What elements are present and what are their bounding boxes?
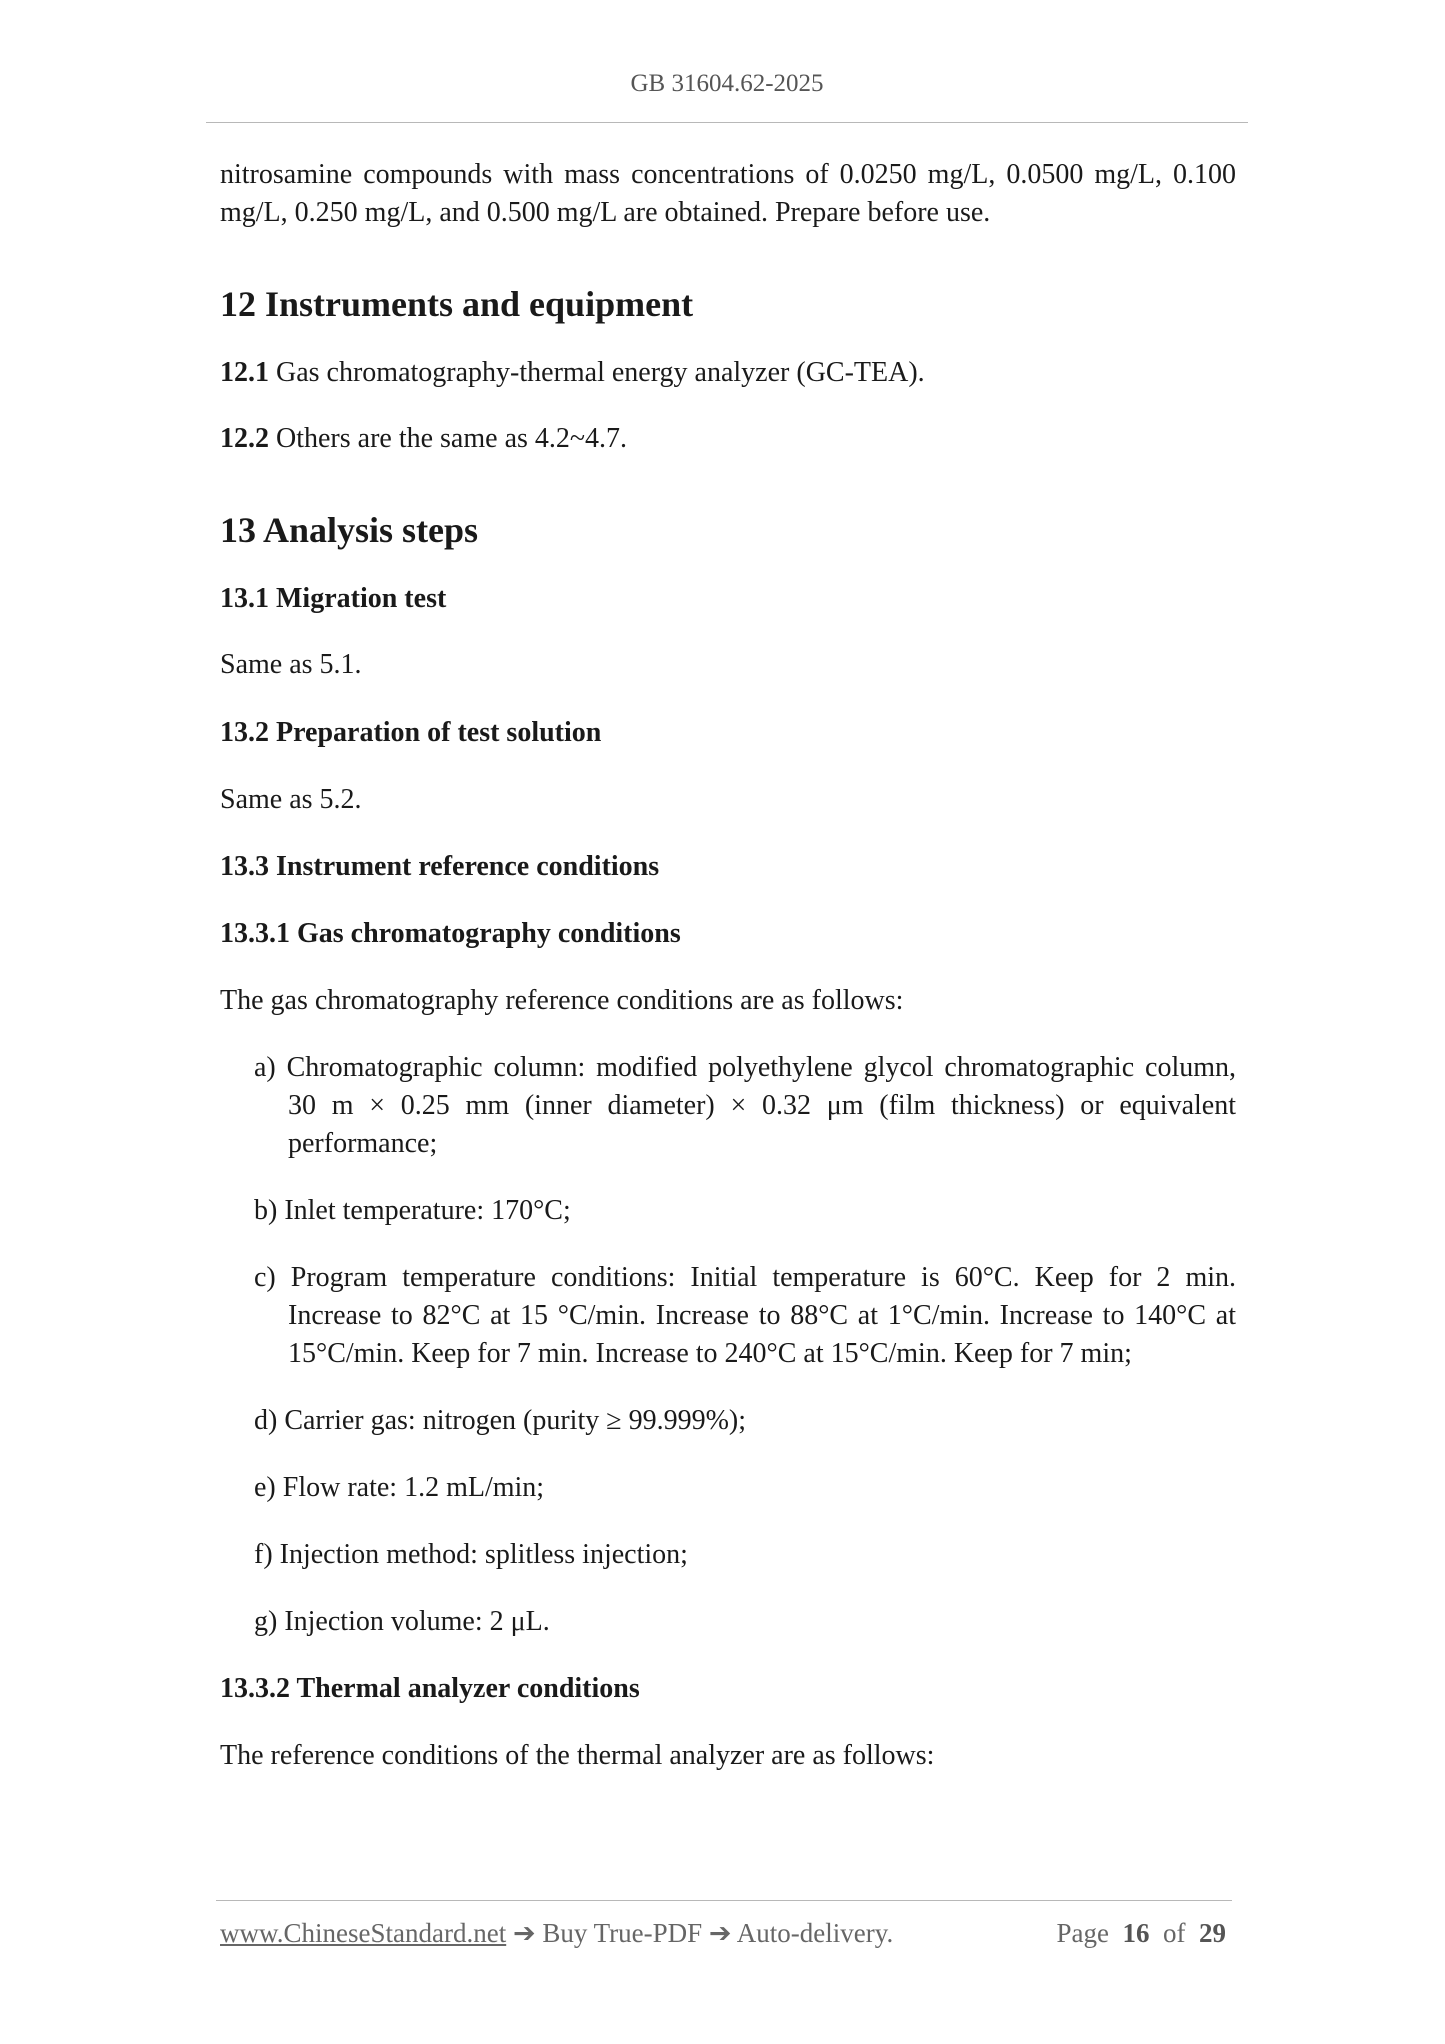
gc-conditions-intro: The gas chromatography reference conditions are as follows: (220, 985, 904, 1016)
section-13-heading: 13 Analysis steps (220, 510, 479, 550)
clause-13-1-text: Same as 5.1. (220, 649, 362, 680)
gc-condition-a: a) Chromatographic column: modified polyethylene glycol chromatographic column, 30 m × 0.25 mm (inner diameter) × 0.32 μm (film thickness) or equivalent performance; (254, 1052, 1236, 1159)
page-number (1057, 1918, 1226, 1949)
page-content (220, 156, 1236, 1775)
clause-13-3-heading: 13.3 Instrument reference conditions (220, 851, 660, 882)
clause-number: 12.2 (220, 423, 269, 454)
thermal-conditions-intro: The reference conditions of the thermal analyzer are as follows: (220, 1740, 935, 1771)
clause-13-2-text: Same as 5.2. (220, 784, 362, 815)
document-id-header: GB 31604.62-2025 (630, 70, 824, 97)
clause-13-3-1-heading: 13.3.1 Gas chromatography conditions (220, 918, 681, 949)
intro-paragraph: nitrosamine compounds with mass concentrations of 0.0250 mg/L, 0.0500 mg/L, 0.100 mg/L, 0.250 mg/L, and 0.500 mg/L are obtained. Prepare before use. (220, 159, 1236, 228)
clause-13-1-heading: 13.1 Migration test (220, 583, 447, 614)
gc-condition-e: e) Flow rate: 1.2 mL/min; (254, 1472, 545, 1503)
current-page: 16 (1122, 1918, 1150, 1948)
total-pages: 29 (1199, 1918, 1226, 1948)
page-label: Page (1056, 1918, 1109, 1948)
section-12-heading: 12 Instruments and equipment (220, 284, 694, 324)
auto-delivery-text: Auto-delivery. (736, 1918, 894, 1948)
gc-condition-b: b) Inlet temperature: 170°C; (254, 1195, 571, 1226)
footer-promo (220, 1918, 893, 1949)
gc-condition-c: c) Program temperature conditions: Initial temperature is 60°C. Keep for 2 min. Increase to 82°C at 15 °C/min. Increase to 88°C at 1°C/min. Increase to 140°C at 15°C/min. Keep for 7 min. Increase to 240°C at 15°C/min. Keep for 7 min; (254, 1262, 1236, 1369)
clause-13-2-heading: 13.2 Preparation of test solution (220, 717, 602, 748)
clause-text: Gas chromatography-thermal energy analyzer (GC-TEA). (269, 357, 925, 388)
header-divider (206, 122, 1248, 123)
clause-12-2 (220, 420, 1236, 458)
gc-condition-d: d) Carrier gas: nitrogen (purity ≥ 99.999%); (254, 1405, 747, 1436)
clause-13-3-2-heading: 13.3.2 Thermal analyzer conditions (220, 1673, 640, 1704)
buy-pdf-text: Buy True-PDF (542, 1918, 703, 1948)
of-label: of (1163, 1918, 1186, 1948)
clause-number: 12.1 (220, 357, 269, 388)
gc-condition-g: g) Injection volume: 2 μL. (254, 1606, 550, 1637)
arrow-right-icon: ➔ (708, 1918, 732, 1948)
site-link[interactable]: www.ChineseStandard.net (220, 1918, 507, 1948)
arrow-right-icon: ➔ (512, 1918, 536, 1948)
footer-divider (216, 1900, 1232, 1901)
clause-12-1 (220, 354, 1236, 392)
gc-condition-f: f) Injection method: splitless injection; (254, 1539, 688, 1570)
clause-text: Others are the same as 4.2~4.7. (269, 423, 628, 454)
